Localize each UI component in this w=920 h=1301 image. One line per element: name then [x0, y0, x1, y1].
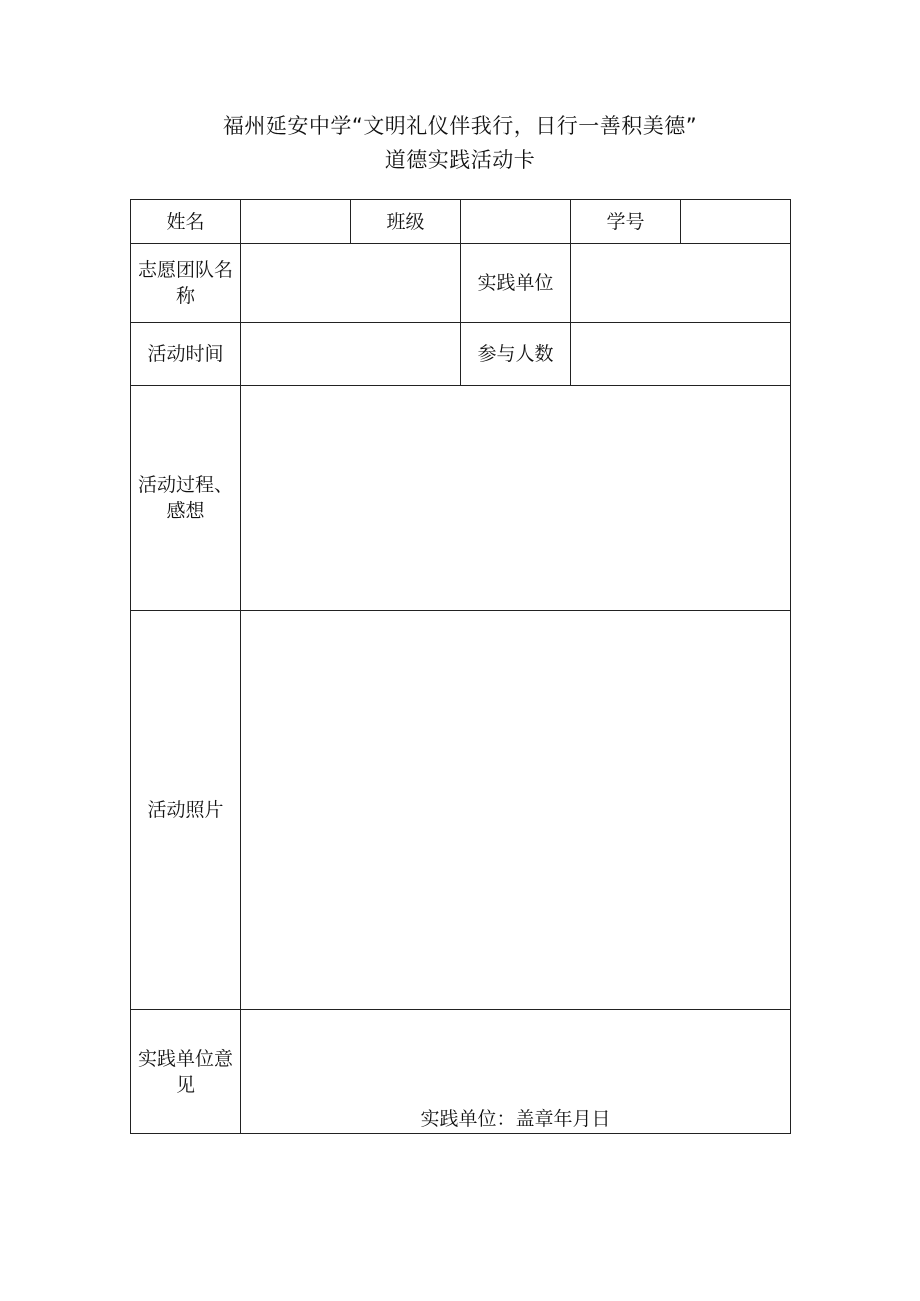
form-row-time — [131, 323, 791, 386]
form-row-photos — [131, 611, 791, 1010]
student-id-label: 学号 — [571, 200, 681, 244]
class-label: 班级 — [351, 200, 461, 244]
document-title: 福州延安中学“文明礼仪伴我行，日行一善积美德” — [222, 114, 698, 138]
form-row-opinion — [131, 1010, 791, 1134]
activity-time-label: 活动时间 — [131, 323, 241, 386]
class-field[interactable] — [461, 200, 571, 244]
activity-time-field[interactable] — [241, 323, 461, 386]
team-name-label: 志愿团队名称 — [131, 244, 241, 323]
process-field[interactable] — [241, 386, 791, 611]
form-row-process — [131, 386, 791, 611]
participants-label: 参与人数 — [461, 323, 571, 386]
form-row-team — [131, 244, 791, 323]
photos-label: 活动照片 — [131, 611, 241, 1010]
practice-unit-field[interactable] — [571, 244, 791, 323]
form-row-basic-info — [131, 200, 791, 244]
opinion-stamp-line: 实践单位：盖章年月日 — [420, 1108, 611, 1130]
team-name-field[interactable] — [241, 244, 461, 323]
practice-unit-label: 实践单位 — [461, 244, 571, 323]
activity-card-form — [130, 199, 791, 1134]
name-label: 姓名 — [131, 200, 241, 244]
photos-field[interactable] — [241, 611, 791, 1010]
opinion-field[interactable] — [241, 1010, 791, 1134]
student-id-field[interactable] — [681, 200, 791, 244]
document-subtitle: 道德实践活动卡 — [384, 148, 536, 172]
participants-field[interactable] — [571, 323, 791, 386]
opinion-label: 实践单位意见 — [131, 1010, 241, 1134]
name-field[interactable] — [241, 200, 351, 244]
process-label: 活动过程、感想 — [131, 386, 241, 611]
